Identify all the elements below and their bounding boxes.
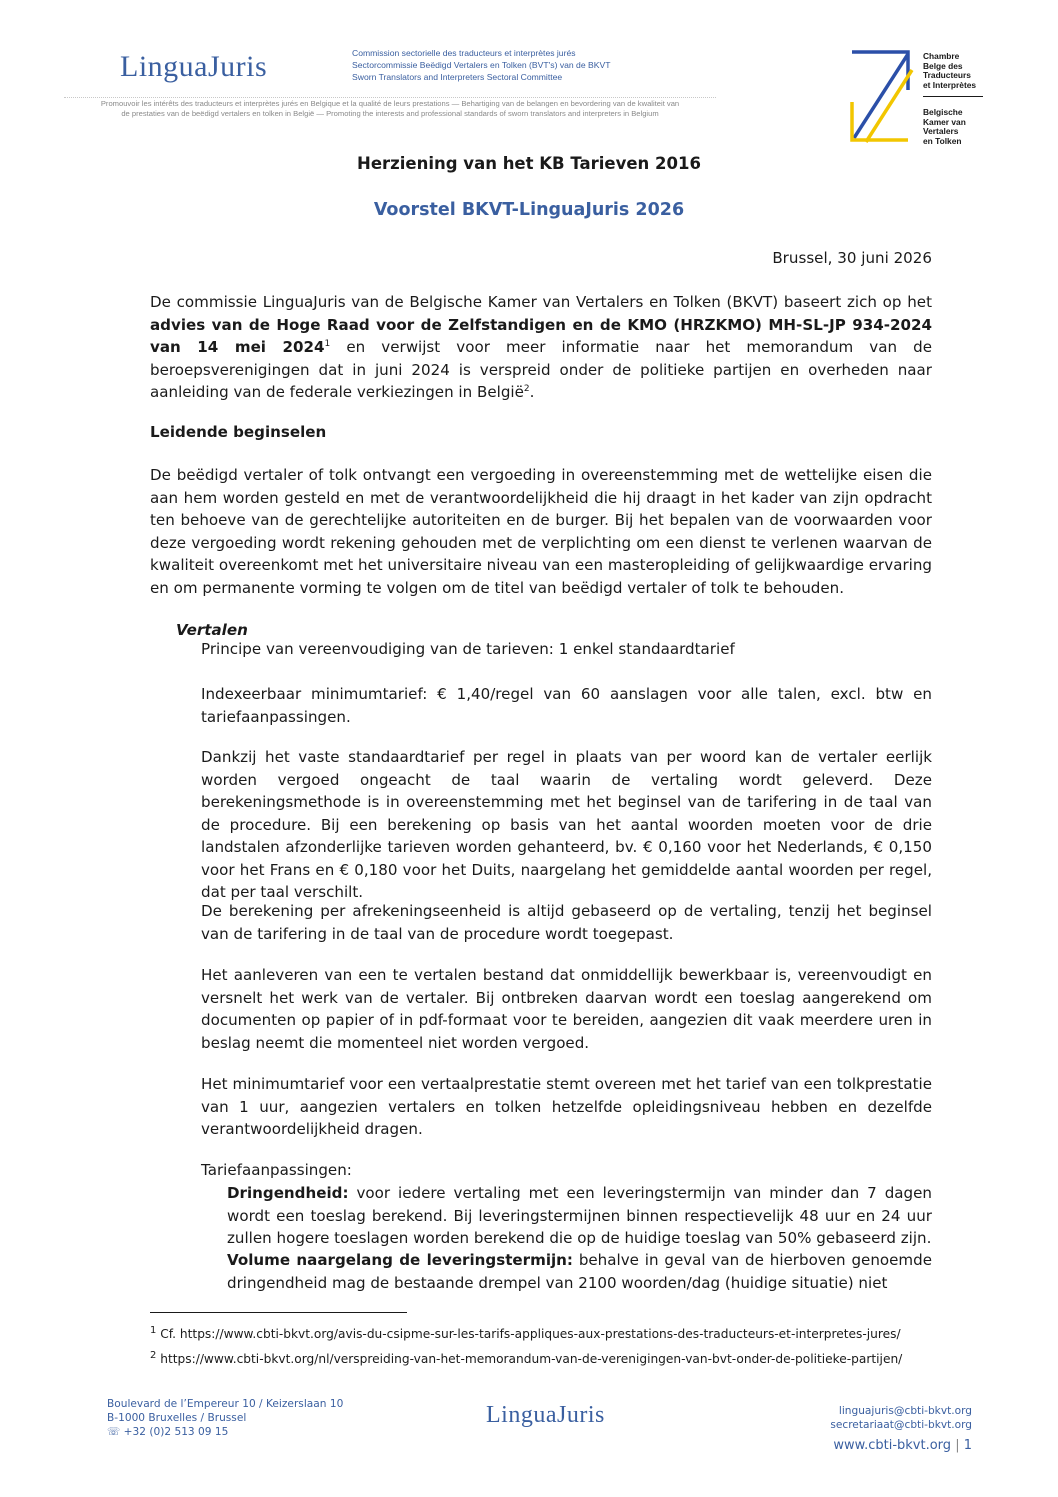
footnote-number: 1 xyxy=(150,1324,157,1336)
website-link[interactable]: www.cbti-bkvt.org xyxy=(833,1438,952,1453)
tagline-line-2: de prestaties van de beëdigd vertalers en tolken in België — Promoting the interests and professional standards of sworn translators and interpreters in Belgium xyxy=(121,109,659,118)
chamber-name-fr xyxy=(923,52,976,90)
footnote-separator xyxy=(150,1312,407,1313)
chamber-divider xyxy=(923,96,983,97)
principles-paragraph: De beëdigd vertaler of tolk ontvangt een vergoeding in overeenstemming met de wettelijke eisen die aan hem worden gesteld en met de verantwoordelijkheid die hij draagt in het kader van zijn opdracht ten behoeve van de gerechtelijke autoriteiten en de burger. Bij het bepalen van de voorwaarden voor deze vergoeding wordt rekening gehouden met de verplichting om een dienst te verlenen waarvan de kwaliteit overeenkomt met het universitaire niveau van een masteropleiding of gelijkwaardige ervaring en om permanente vorming te volgen om de titel van beëdigd vertaler of tolk te behouden. xyxy=(150,466,932,597)
subheading-vertalen: Vertalen xyxy=(176,621,248,639)
committee-lines xyxy=(352,47,610,83)
vertalen-p3: Dankzij het vaste standaardtarief per regel in plaats van per woord kan de vertaler eerlijk worden vergoed ongeacht de taal waarin de vertaling wordt geleverd. Deze berekeningsmethode is in overeenstemming met het beginsel van de tarifering in de taal van de procedure. Bij een berekening op basis van het aantal woorden moeten voor de drie landstalen afzonderlijke tarieven worden gehanteerd, bv. € 0,160 voor het Nederlands, € 0,150 voor het Frans en € 0,180 voor het Duits, naargelang het gemiddelde aantal woorden per regel, dat per taal verschilt. xyxy=(201,748,932,901)
footer-linguajuris-logo xyxy=(486,1402,605,1429)
email-link[interactable]: linguajuris@cbti-bkvt.org xyxy=(838,1405,972,1417)
vertalen-p6: Het minimumtarief voor een vertaalprestatie stemt overeen met het tarief van een tolkprestatie van 1 uur, aangezien vertalers en tolken hetzelfde opleidingsniveau hebben en dezelfde verantwoordelijkheid dragen. xyxy=(201,1075,932,1138)
footer-website-line xyxy=(833,1438,972,1453)
section-heading: Leidende beginselen xyxy=(150,423,327,441)
logo-text-second: Juris xyxy=(556,1402,605,1428)
chamber-fr-line: Belge des xyxy=(923,60,963,71)
vertalen-p7: Tariefaanpassingen: xyxy=(201,1161,352,1179)
footnote-2 xyxy=(150,1349,903,1366)
intro-text: . xyxy=(529,383,535,401)
phone-number: ☏ +32 (0)2 513 09 15 xyxy=(107,1426,229,1438)
intro-paragraph xyxy=(150,291,932,404)
chamber-nl-line: en Tolken xyxy=(923,135,962,146)
page-number: 1 xyxy=(963,1438,972,1453)
footnote-1 xyxy=(150,1324,901,1341)
chamber-fr-line: et Interprètes xyxy=(923,79,977,90)
chamber-fr-line: Traducteurs xyxy=(923,70,971,81)
list-item-volume xyxy=(227,1249,932,1294)
logo-text-second: Juris xyxy=(207,50,268,83)
intro-bold: advies van de Hoge Raad voor de Zelfstandigen en de KMO (HRZKMO) MH-SL-JP 934-2024 van 14 mei 2024 xyxy=(150,315,932,356)
logo-text-main: Lingua xyxy=(486,1402,557,1428)
footer-address xyxy=(107,1397,343,1439)
committee-line-nl: Sectorcommissie Beëdigd Vertalers en Tolken (BVT's) van de BKVT xyxy=(352,60,611,70)
footnote-link[interactable]: https://www.cbti-bkvt.org/nl/verspreiding-van-het-memorandum-van-de-verenigingen-van-bvt-onder-de-politieke-partijen/ xyxy=(160,1352,903,1366)
chamber-nl-line: Vertalers xyxy=(923,126,959,137)
intro-text: en verwijst voor meer informatie naar het memorandum van de beroepsverenigingen dat in juni 2024 is verspreid onder de politieke partijen en overheden naar aanleiding van de federale verkiezingen in België xyxy=(150,338,932,401)
list-item-text: voor iedere vertaling met een leveringstermijn van minder dan 7 dagen wordt een toeslag berekend. Bij leveringstermijnen binnen respectievelijk 48 uur en 24 uur zullen hogere toeslagen worden berekend die op de huidige toeslag van 50% gebaseerd zijn. xyxy=(227,1184,932,1247)
list-item-dringendheid xyxy=(227,1182,932,1250)
list-item-label: Volume naargelang de leveringstermijn: xyxy=(227,1251,573,1269)
committee-line-en: Sworn Translators and Interpreters Sectoral Committee xyxy=(352,72,563,82)
chamber-nl-line: Belgische xyxy=(923,107,963,117)
vertalen-p5: Het aanleveren van een te vertalen bestand dat onmiddellijk bewerkbaar is, vereenvoudigt en versnelt het werk van de vertaler. Bij ontbreken daarvan wordt een toeslag aangerekend om documenten op papier of in pdf-formaat voor te bereiden, aangezien dit vaak meerdere uren in beslag neemt die momenteel niet worden vergoed. xyxy=(201,966,932,1052)
vertalen-p1: Principe van vereenvoudiging van de tarieven: 1 enkel standaardtarief xyxy=(201,640,735,658)
list-item-text: behalve in geval van de hierboven genoemde dringendheid mag de bestaande drempel van 2100 woorden/dag (huidige situatie) niet xyxy=(227,1251,932,1292)
document-date: Brussel, 30 juni 2026 xyxy=(772,249,932,267)
footnote-number: 2 xyxy=(150,1349,157,1361)
vertalen-p4: De berekening per afrekeningseenheid is altijd gebaseerd op de vertaling, tenzij het beginsel van de tarifering in de taal van de procedure wordt toegepast. xyxy=(201,902,932,943)
footnote-link[interactable]: Cf. https://www.cbti-bkvt.org/avis-du-csipme-sur-les-tarifs-appliques-aux-prestations-des-traducteurs-et-interpretes-jures/ xyxy=(160,1327,901,1341)
chamber-name-nl xyxy=(923,108,966,146)
footnote-ref-2[interactable]: 2 xyxy=(523,383,530,394)
chamber-logo-icon xyxy=(850,46,916,146)
chamber-fr-line: Chambre xyxy=(923,51,960,61)
linguajuris-logo xyxy=(120,50,267,84)
footer-contact xyxy=(830,1404,972,1432)
tagline-line-1: Promouvoir les intérêts des traducteurs et interprètes jurés en Belgique et la qualité de leurs prestations — Behartiging van de belangen en bevordering van de kwaliteit van xyxy=(100,99,680,108)
vertalen-p2: Indexeerbaar minimumtarief: € 1,40/regel van 60 aanslagen voor alle talen, excl. btw en tariefaanpassingen. xyxy=(201,685,932,726)
tagline xyxy=(64,97,716,119)
committee-line-fr: Commission sectorielle des traducteurs et interprètes jurés xyxy=(352,48,576,58)
chamber-nl-line: Kamer van xyxy=(923,116,966,127)
email-link[interactable]: secretariaat@cbti-bkvt.org xyxy=(830,1419,972,1431)
address-line: B-1000 Bruxelles / Brussel xyxy=(107,1412,247,1424)
document-subtitle: Voorstel BKVT-LinguaJuris 2026 xyxy=(373,200,685,220)
address-line: Boulevard de l’Empereur 10 / Keizerslaan 10 xyxy=(107,1398,344,1410)
document-title: Herziening van het KB Tarieven 2016 xyxy=(357,154,701,173)
page-separator: | xyxy=(955,1438,960,1453)
logo-text-main: Lingua xyxy=(120,50,208,83)
footnote-ref-1[interactable]: 1 xyxy=(324,338,331,349)
list-item-label: Dringendheid: xyxy=(227,1184,349,1202)
intro-text: De commissie LinguaJuris van de Belgische Kamer van Vertalers en Tolken (BKVT) baseert zich op het xyxy=(150,293,932,311)
